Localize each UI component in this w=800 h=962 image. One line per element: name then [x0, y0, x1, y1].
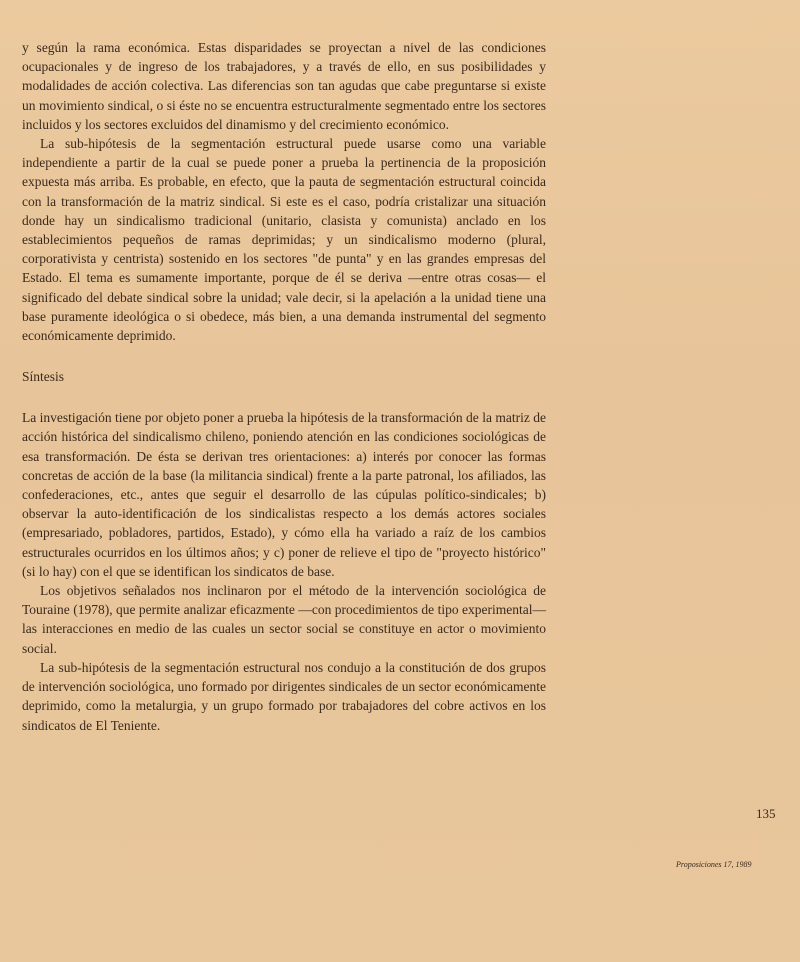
paragraph: La investigación tiene por objeto poner a prueba la hipótesis de la transformación de la matriz de acción histórica del sindicalismo chileno, poniendo atención en las condiciones sociológicas de esa transformación. De ésta se derivan tres orientaciones: a) interés por conocer las formas concretas de acción de la base (la militancia sindical) frente a la parte patronal, los afiliados, las confederaciones, etc., antes que seguir el desarrollo de las cúpulas político-sindicales; b) observar la auto-identificación de los sindicalistas respecto a los demás actores sociales (empresariado, pobladores, partidos, Estado), y cómo ella ha variado a raíz de los cambios estructurales ocurridos en los últimos años; y c) poner de relieve el tipo de "proyecto histórico" (si lo hay) con el que se identifican los sindicatos de base.: [22, 410, 546, 579]
paragraph: La sub-hipótesis de la segmentación estructural puede usarse como una variable independiente a partir de la cual se puede poner a prueba la pertinencia de la proposición expuesta más arriba. Es probable, en efecto, que la pauta de segmentación estructural coincida con la transformación de la matriz sindical. Si este es el caso, podría cristalizar una situación donde hay un sindicalismo tradicional (unitario, clasista y comunista) anclado en los establecimientos pequeños de ramas deprimidas; y un sindicalismo moderno (plural, corporativista y centrista) sostenido en los sectores "de punta" y en las grandes empresas del Estado. El tema es sumamente importante, porque de él se deriva —entre otras cosas— el significado del debate sindical sobre la unidad; vale decir, si la apelación a la unidad tiene una base puramente ideológica o si obedece, más bien, a una demanda instrumental del segmento económicamente deprimido.: [22, 136, 546, 344]
text-column: [22, 38, 546, 735]
journal-footer: Proposiciones 17, 1989: [676, 860, 752, 869]
paragraph: Los objetivos señalados nos inclinaron por el método de la intervención sociológica de Touraine (1978), que permite analizar eficazmente —con procedimientos de tipo experimental— las interacciones en medio de las cuales un sector social se constituye en actor o movimiento social.: [22, 583, 546, 656]
section-heading: Síntesis: [22, 369, 65, 385]
page-number: 135: [756, 806, 776, 821]
paragraph: y según la rama económica. Estas disparidades se proyectan a nivel de las condiciones ocupacionales y de ingreso de los trabajadores, y a través de ello, en sus posibilidades y modalidades de acción colectiva. Las diferencias son tan agudas que cabe preguntarse si existe un movimiento sindical, o si éste no se encuentra estructuralmente segmentado entre los sectores incluidos y los sectores excluidos del dinamismo y del crecimiento económico.: [22, 40, 546, 132]
paragraph: La sub-hipótesis de la segmentación estructural nos condujo a la constitución de dos grupos de intervención sociológica, uno formado por dirigentes sindicales de un sector económicamente deprimido, como la metalurgia, y un grupo formado por trabajadores del cobre activos en los sindicatos de El Teniente.: [22, 659, 546, 733]
